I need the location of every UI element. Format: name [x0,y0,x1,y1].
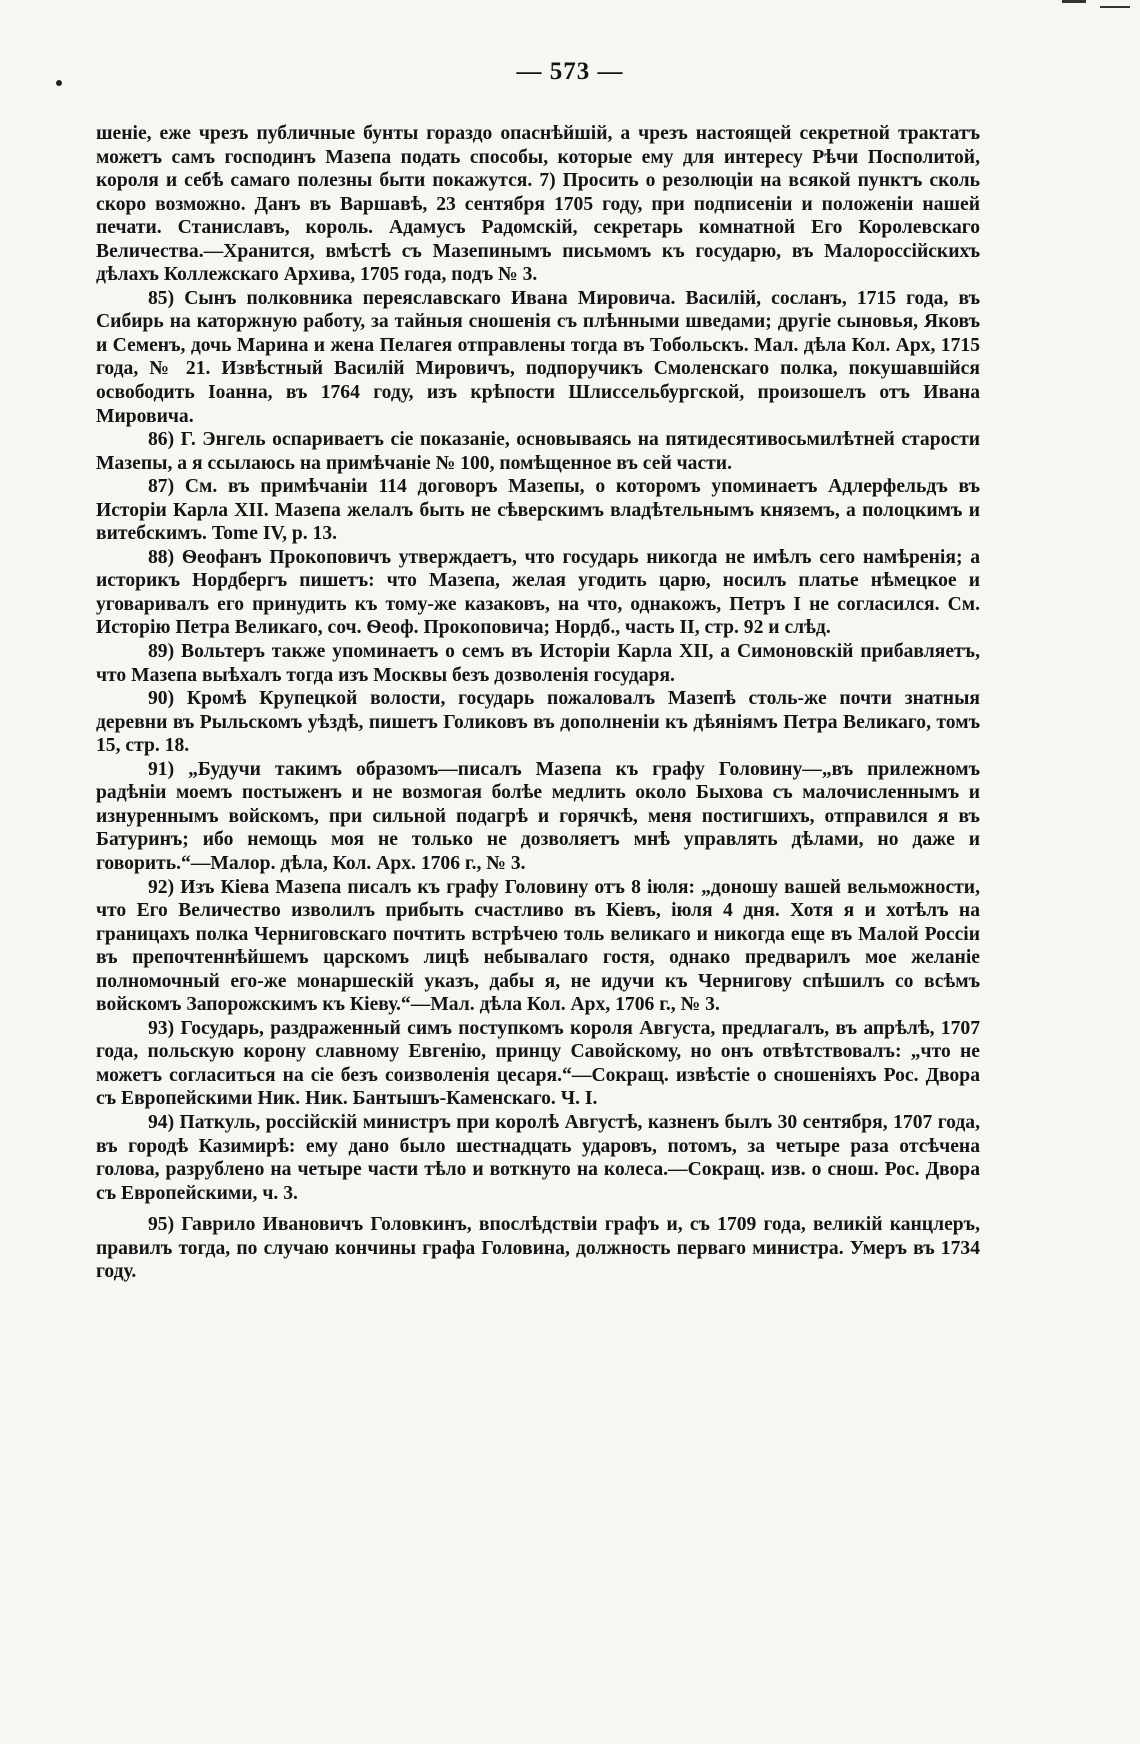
footnote-87: 87) См. въ примѣчаніи 114 договоръ Мазепы, о которомъ упоминаетъ Адлерфельдъ въ Исторіи Карла XII. Мазепа желалъ быть не сѣверскимъ владѣтельнымъ княземъ, а полоцкимъ и витебскимъ. Tome IV, p. 13. [96,476,980,545]
paragraph-continuation: шеніе, еже чрезъ публичные бунты гораздо опаснѣйшій, а чрезъ настоящей секретной трактатъ можетъ самъ господинъ Мазепа подать способы, которые ему для интересу Рѣчи Посполитой, короля и себѣ самаго полезны быти покажутся. 7) Просить о резолюціи на всякой пунктъ сколь скоро возможно. Данъ въ Варшавѣ, 23 сентября 1705 году, при подписеніи и положеніи нашей печати. Станиславъ, король. Адамусъ Радомскій, секретарь комнатной Его Королевскаго Величества.—Хранится, вмѣстѣ съ Мазепинымъ письмомъ къ государю, въ Малороссійскихъ дѣлахъ Коллежскаго Архива, 1705 года, подъ № 3. [96,123,980,286]
footnote-95: 95) Гаврило Ивановичъ Головкинъ, впослѣдствіи графъ и, съ 1709 года, великій канцлеръ, правилъ тогда, по случаю кончины графа Головина, должность перваго министра. Умеръ въ 1734 году. [96,1214,980,1283]
footnote-94: 94) Паткуль, россійскій министръ при королѣ Августѣ, казненъ былъ 30 сентября, 1707 года, въ городѣ Казимирѣ: ему дано было шестнадцать ударовъ, потомъ, за четыре раза отсѣчена голова, разрублено на четыре части тѣло и воткнуто на колеса.—Сокращ. изв. о снош. Рос. Двора съ Европейскими, ч. 3. [96,1111,980,1204]
footnote-85: 85) Сынъ полковника переяславскаго Ивана Мировича. Василій, сосланъ, 1715 года, въ Сибирь на каторжную работу, за тайныя сношенія съ плѣнными шведами; другіе сыновья, Яковъ и Семенъ, дочь Марина и жена Пелагея отправлены тогда въ Тобольскъ. Мал. дѣла Кол. Арх, 1715 года, № 21. Извѣстный Василій Мировичъ, подпоручикъ Смоленскаго полка, покушавшійся освободить Іоанна, въ 1764 году, изъ крѣпости Шлиссельбургской, произошелъ отъ Ивана Мировича. [96,287,980,427]
footnote-93: 93) Государь, раздраженный симъ поступкомъ короля Августа, предлагалъ, въ апрѣлѣ, 1707 года, польскую корону славному Евгенію, принцу Савойскому, но онъ отвѣтствовалъ: „что не можетъ согласиться на сіе безъ соизволенія цесаря.“—Сокращ. извѣстіе о сношеніяхъ Рос. Двора съ Европейскими Ник. Ник. Бантышъ-Каменскаго. Ч. I. [96,1017,980,1110]
page-body [96,122,980,1284]
footnote-88: 88) Ѳеофанъ Прокоповичъ утверждаетъ, что государь никогда не имѣлъ сего намѣренія; а историкъ Нордбергъ пишетъ: что Мазепа, желая угодить царю, носилъ платье нѣмецкое и уговаривалъ его принудить къ тому-же казаковъ, на что, однакожъ, Петръ I не согласился. См. Исторію Петра Великаго, соч. Ѳеоф. Прокоповича; Нордб., часть II, стр. 92 и слѣд. [96,546,980,639]
footnote-89: 89) Вольтеръ также упоминаетъ о семъ въ Исторіи Карла XII, а Симоновскій прибавляетъ, что Мазепа выѣхалъ тогда изъ Москвы безъ дозволенія государя. [96,641,980,686]
footnote-86: 86) Г. Энгель оспариваетъ сіе показаніе, основываясь на пятидесятивосьмилѣтней старости Мазепы, а я ссылаюсь на примѣчаніе № 100, помѣщенное въ сей части. [96,429,980,474]
scan-edge-mark [1062,0,1086,3]
footnote-92: 92) Изъ Кіева Мазепа писалъ къ графу Головину отъ 8 іюля: „доношу вашей вельможности, что Его Величество изволилъ прибыть счастливо въ Кіевъ, іюля 4 дня. Хотя я и хотѣлъ на границахъ полка Черниговскаго почтить встрѣчею толь великаго и никогда еще въ Малой Россіи въ препочтеннѣйшемъ царскомъ лицѣ небывалаго гостя, однако предварилъ мое желаніе полномочный его-же монаршескій указъ, дабы я, не идучи къ Чернигову спѣшилъ со всѣмъ войскомъ Запорожскимъ къ Кіеву.“—Мал. дѣла Кол. Арх, 1706 г., № 3. [96,876,980,1016]
scan-edge-mark [1100,6,1130,8]
footnote-91: 91) „Будучи такимъ образомъ—писалъ Мазепа къ графу Головину—„въ прилежномъ радѣніи моемъ постыженъ и не возмогая болѣе медлить около Быхова съ малочисленнымъ и изнуреннымъ войскомъ, при сильной подагрѣ и горячкѣ, меня постигшихъ, отправился я въ Батуринъ; ибо немощь моя не только не дозволяетъ мнѣ управлять дѣлами, но даже и говорить.“—Малор. дѣла, Кол. Арх. 1706 г., № 3. [96,758,980,874]
footnote-90: 90) Кромѣ Крупецкой волости, государь пожаловалъ Мазепѣ столь-же почти знатныя деревни въ Рыльскомъ уѣздѣ, пишетъ Голиковъ въ дополненіи къ дѣяніямъ Петра Великаго, томъ 15, стр. 18. [96,688,980,757]
page-number: — 573 — [516,58,624,85]
